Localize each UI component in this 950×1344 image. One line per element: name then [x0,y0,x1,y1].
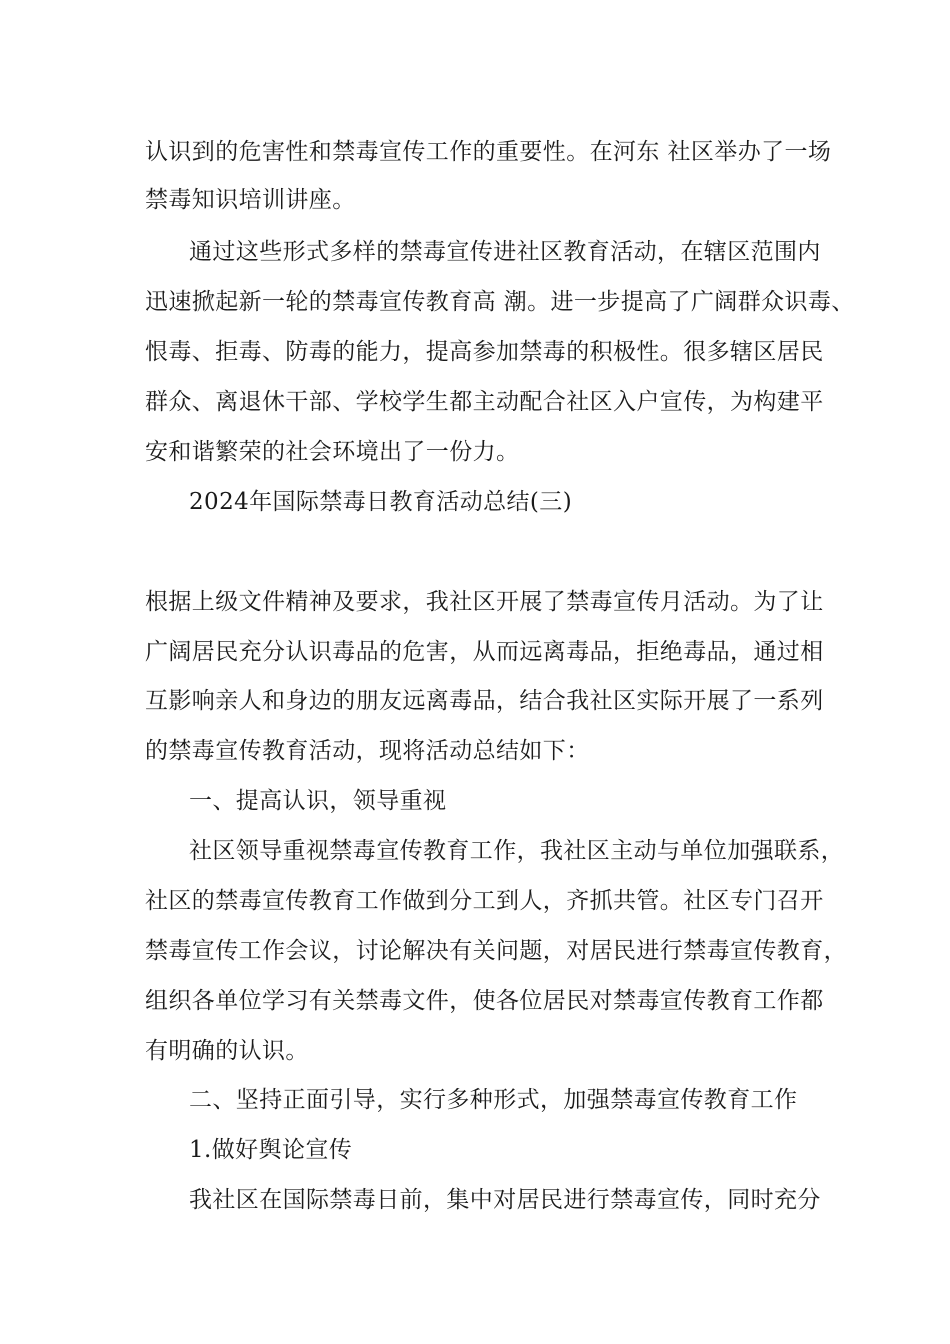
paragraph-start-line: 通过这些形式多样的禁毒宣传进社区教育活动，在辖区范围内 [189,239,821,265]
text-line: 安和谐繁荣的社会环境出了一份力。 [145,439,520,465]
text-line: 社区的禁毒宣传教育工作做到分工到人，齐抓共管。社区专门召开 [145,888,824,914]
text-line: 群众、离退休干部、学校学生都主动配合社区入户宣传，为构建平 [145,389,824,415]
section-title: 2024年国际禁毒日教育活动总结(三) [189,489,573,515]
text-line: 互影响亲人和身边的朋友远离毒品，结合我社区实际开展了一系列 [145,688,824,714]
text-line: 有明确的认识。 [145,1038,309,1064]
heading-1: 一、提高认识，领导重视 [189,788,447,814]
text-line: 的禁毒宣传教育活动，现将活动总结如下： [145,738,590,764]
paragraph-start-line: 根据上级文件精神及要求，我社区开展了禁毒宣传月活动。为了让 [145,589,824,615]
subheading-1: 1.做好舆论宣传 [189,1137,353,1163]
text-line: 恨毒、拒毒、防毒的能力，提高参加禁毒的积极性。很多辖区居民 [145,339,824,365]
paragraph-start-line: 我社区在国际禁毒日前，集中对居民进行禁毒宣传，同时充分 [189,1187,821,1213]
text-line: 迅速掀起新一轮的禁毒宣传教育高 潮。进一步提高了广阔群众识毒、 [145,289,855,315]
paragraph-start-line: 社区领导重视禁毒宣传教育工作，我社区主动与单位加强联系， [189,838,845,864]
text-line: 组织各单位学习有关禁毒文件，使各位居民对禁毒宣传教育工作都 [145,988,824,1014]
text-line: 认识到的危害性和禁毒宣传工作的重要性。在河东 社区举办了一场 [145,139,832,165]
text-line: 禁毒知识培训讲座。 [145,187,356,213]
text-line: 禁毒宣传工作会议，讨论解决有关问题，对居民进行禁毒宣传教育， [145,938,847,964]
text-line: 广阔居民充分认识毒品的危害，从而远离毒品，拒绝毒品，通过相 [145,639,824,665]
heading-2: 二、坚持正面引导，实行多种形式，加强禁毒宣传教育工作 [189,1087,798,1113]
